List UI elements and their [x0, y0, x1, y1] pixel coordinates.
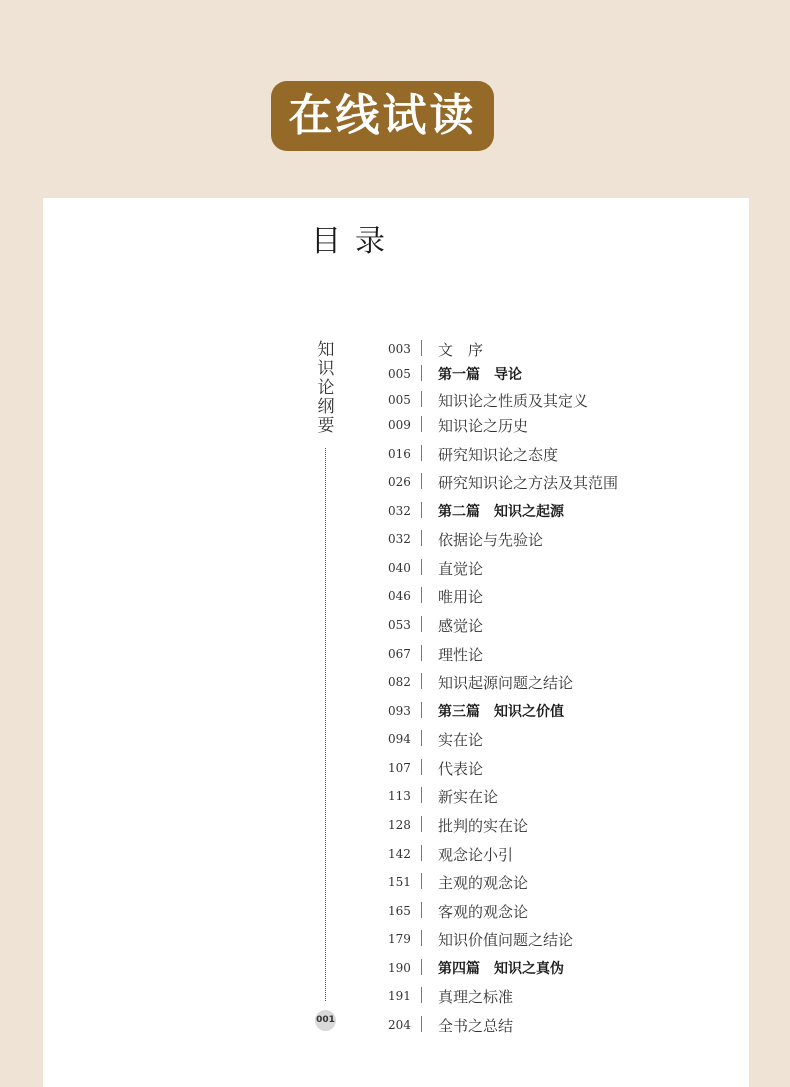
toc-entry-title: 批判的实在论 — [438, 817, 529, 835]
toc-entry-divider — [421, 987, 422, 1003]
toc-entry-page: 053 — [388, 618, 411, 632]
toc-page — [43, 198, 749, 1087]
toc-entry-page: 107 — [388, 761, 411, 775]
toc-entry-title: 主观的观念论 — [438, 874, 529, 892]
toc-entry-divider — [421, 873, 422, 889]
toc-entry-divider — [421, 445, 422, 461]
toc-entry-page: 128 — [388, 818, 411, 832]
toc-entry-divider — [421, 845, 422, 861]
toc-entry-title: 研究知识论之态度 — [438, 446, 559, 464]
toc-entry-divider — [421, 340, 422, 356]
toc-entry-divider — [421, 902, 422, 918]
toc-entry-page: 040 — [388, 561, 411, 575]
toc-entry-page: 204 — [388, 1018, 411, 1032]
toc-entry-title: 全书之总结 — [438, 1017, 514, 1035]
toc-entry-title: 观念论小引 — [438, 846, 514, 864]
toc-entry-title: 知识论之性质及其定义 — [438, 392, 589, 410]
toc-entry-page: 016 — [388, 447, 411, 461]
toc-entry-divider — [421, 502, 422, 518]
toc-entry-page: 003 — [388, 342, 411, 356]
toc-entry-title: 理性论 — [438, 646, 484, 664]
toc-entry-page: 082 — [388, 675, 411, 689]
toc-entry-title: 知识论之历史 — [438, 417, 529, 435]
toc-entry-divider — [421, 930, 422, 946]
toc-entry-title: 真理之标准 — [438, 988, 514, 1006]
book-title-vertical: 知识论纲要 — [317, 340, 335, 436]
toc-entry-title: 感觉论 — [438, 617, 484, 635]
toc-entry-divider — [421, 416, 422, 432]
toc-entry-title: 新实在论 — [438, 788, 499, 806]
toc-entry-divider — [421, 787, 422, 803]
toc-entry-page: 191 — [388, 989, 411, 1003]
toc-entry-title: 实在论 — [438, 731, 484, 749]
toc-entry-page: 067 — [388, 647, 411, 661]
toc-entry-page: 142 — [388, 847, 411, 861]
toc-entry-title: 依据论与先验论 — [438, 531, 544, 549]
toc-entry-divider — [421, 673, 422, 689]
toc-entry-title: 客观的观念论 — [438, 903, 529, 921]
toc-entry-page: 190 — [388, 961, 411, 975]
toc-entry-title: 知识价值问题之结论 — [438, 931, 574, 949]
toc-part-heading: 第一篇 导论 — [438, 367, 522, 383]
toc-entry-page: 046 — [388, 589, 411, 603]
toc-entry-divider — [421, 816, 422, 832]
toc-entry-title: 唯用论 — [438, 588, 484, 606]
toc-title: 目录 — [311, 224, 399, 259]
toc-entry-page: 005 — [388, 367, 411, 381]
toc-entry-page: 165 — [388, 904, 411, 918]
toc-entry-title: 直觉论 — [438, 560, 484, 578]
toc-entry-title: 研究知识论之方法及其范围 — [438, 474, 619, 492]
toc-entry-title: 文 序 — [438, 341, 484, 359]
toc-part-heading: 第二篇 知识之起源 — [438, 504, 564, 520]
toc-entry-page: 113 — [388, 789, 411, 803]
toc-entry-divider — [421, 1016, 422, 1032]
toc-entry-page: 005 — [388, 393, 411, 407]
toc-entry-divider — [421, 473, 422, 489]
page-number-badge: 001 — [315, 1010, 336, 1031]
toc-entry-page: 151 — [388, 875, 411, 889]
toc-entry-page: 094 — [388, 732, 411, 746]
toc-entry-page: 179 — [388, 932, 411, 946]
toc-entry-divider — [421, 702, 422, 718]
toc-entry-divider — [421, 759, 422, 775]
toc-entry-page: 093 — [388, 704, 411, 718]
toc-entry-divider — [421, 530, 422, 546]
toc-entry-divider — [421, 559, 422, 575]
toc-entry-divider — [421, 391, 422, 407]
toc-part-heading: 第四篇 知识之真伪 — [438, 961, 564, 977]
toc-entry-divider — [421, 587, 422, 603]
toc-part-heading: 第三篇 知识之价值 — [438, 704, 564, 720]
toc-entry-title: 代表论 — [438, 760, 484, 778]
toc-entry-divider — [421, 730, 422, 746]
dotted-divider — [325, 448, 326, 1001]
toc-entry-page: 032 — [388, 504, 411, 518]
toc-entry-page: 009 — [388, 418, 411, 432]
toc-entry-divider — [421, 959, 422, 975]
toc-entry-divider — [421, 645, 422, 661]
toc-entry-page: 032 — [388, 532, 411, 546]
online-trial-reading-banner: 在线试读 — [271, 81, 494, 151]
toc-entry-divider — [421, 365, 422, 381]
toc-entry-page: 026 — [388, 475, 411, 489]
toc-entry-title: 知识起源问题之结论 — [438, 674, 574, 692]
toc-entry-divider — [421, 616, 422, 632]
